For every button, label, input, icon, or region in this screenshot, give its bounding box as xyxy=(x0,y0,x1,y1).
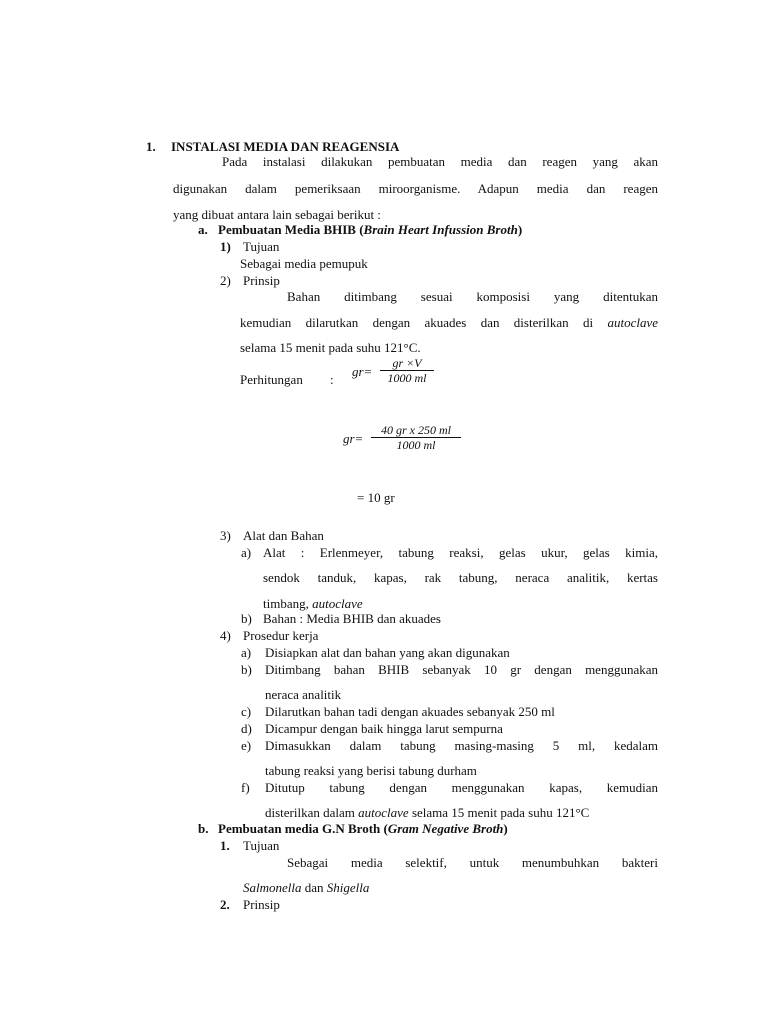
prosedur-e-line-2: tabung reaksi yang berisi tabung durham xyxy=(265,763,477,778)
formula-2-fraction xyxy=(371,423,461,452)
intro-line-2: digunakan dalam pemeriksaan miroorganisme. Adapun media dan reagen xyxy=(173,181,658,196)
part-b-tujuan-line-1: Sebagai media selektif, untuk menumbuhkan bakteri xyxy=(287,855,658,870)
part-b-prinsip-label: Prinsip xyxy=(243,897,280,912)
prosedur-d-letter: d) xyxy=(241,721,252,736)
alat-bahan-label: Alat dan Bahan xyxy=(243,528,324,543)
part-b-tujuan-line-2: Salmonella dan Shigella xyxy=(243,880,370,895)
prosedur-f-line-2: disterilkan dalam autoclave selama 15 menit pada suhu 121°C xyxy=(265,805,590,820)
part-a-title: Pembuatan Media BHIB (Brain Heart Infussion Broth) xyxy=(218,222,523,237)
alat-bahan-number: 3) xyxy=(220,528,231,543)
prosedur-c-text: Dilarutkan bahan tadi dengan akuades sebanyak 250 ml xyxy=(265,704,555,719)
alat-line-3: timbang, autoclave xyxy=(263,596,363,611)
prosedur-e-line-1: Dimasukkan dalam tabung masing-masing 5 ml, kedalam xyxy=(265,738,658,753)
bahan-text: Bahan : Media BHIB dan akuades xyxy=(263,611,441,626)
prinsip-number: 2) xyxy=(220,273,231,288)
prosedur-c-letter: c) xyxy=(241,704,252,719)
prosedur-b-letter: b) xyxy=(241,662,252,677)
formula-2-numerator: 40 gr x 250 ml xyxy=(371,423,461,438)
formula-2-lhs: gr= xyxy=(343,431,364,446)
prosedur-f-letter: f) xyxy=(241,780,250,795)
section-number: 1. xyxy=(146,139,156,154)
bahan-letter: b) xyxy=(241,611,252,626)
formula-1-lhs: gr= xyxy=(352,364,373,379)
alat-line-2: sendok tanduk, kapas, rak tabung, neraca analitik, kertas xyxy=(263,570,658,585)
tujuan-text: Sebagai media pemupuk xyxy=(240,256,368,271)
intro-line-1: Pada instalasi dilakukan pembuatan media dan reagen yang akan xyxy=(222,154,658,169)
prinsip-line-3: selama 15 menit pada suhu 121°C. xyxy=(240,340,421,355)
prosedur-d-text: Dicampur dengan baik hingga larut sempurna xyxy=(265,721,503,736)
prosedur-number: 4) xyxy=(220,628,231,643)
part-b-title: Pembuatan media G.N Broth (Gram Negative Broth) xyxy=(218,821,508,836)
tujuan-label: Tujuan xyxy=(243,239,280,254)
prosedur-label: Prosedur kerja xyxy=(243,628,319,643)
prosedur-f-line-1: Ditutup tabung dengan menggunakan kapas, kemudian xyxy=(265,780,658,795)
formula-2-denominator: 1000 ml xyxy=(396,438,436,452)
prosedur-b-line-2: neraca analitik xyxy=(265,687,342,702)
prinsip-line-1: Bahan ditimbang sesuai komposisi yang ditentukan xyxy=(287,289,658,304)
formula-1-fraction xyxy=(380,356,434,385)
prinsip-line-2: kemudian dilarutkan dengan akuades dan disterilkan di autoclave xyxy=(240,315,659,330)
part-b-letter: b. xyxy=(198,821,209,836)
prosedur-b-line-1: Ditimbang bahan BHIB sebanyak 10 gr dengan menggunakan xyxy=(265,662,658,677)
prosedur-a-letter: a) xyxy=(241,645,252,660)
intro-line-3: yang dibuat antara lain sebagai berikut : xyxy=(173,207,381,222)
section-title: INSTALASI MEDIA DAN REAGENSIA xyxy=(171,139,400,154)
part-b-prinsip-number: 2. xyxy=(220,897,230,912)
formula-result: = 10 gr xyxy=(357,490,395,505)
part-b-tujuan-number: 1. xyxy=(220,838,230,853)
perhitungan-colon: : xyxy=(330,372,334,387)
prosedur-a-text: Disiapkan alat dan bahan yang akan digunakan xyxy=(265,645,510,660)
tujuan-number: 1) xyxy=(220,239,231,254)
alat-line-1: Alat : Erlenmeyer, tabung reaksi, gelas ukur, gelas kimia, xyxy=(263,545,658,560)
alat-letter: a) xyxy=(241,545,252,560)
prinsip-label: Prinsip xyxy=(243,273,280,288)
formula-1-numerator: gr ×V xyxy=(380,356,434,371)
perhitungan-label: Perhitungan xyxy=(240,372,303,387)
part-a-letter: a. xyxy=(198,222,208,237)
part-b-tujuan-label: Tujuan xyxy=(243,838,280,853)
formula-1-denominator: 1000 ml xyxy=(387,371,427,385)
prosedur-e-letter: e) xyxy=(241,738,252,753)
